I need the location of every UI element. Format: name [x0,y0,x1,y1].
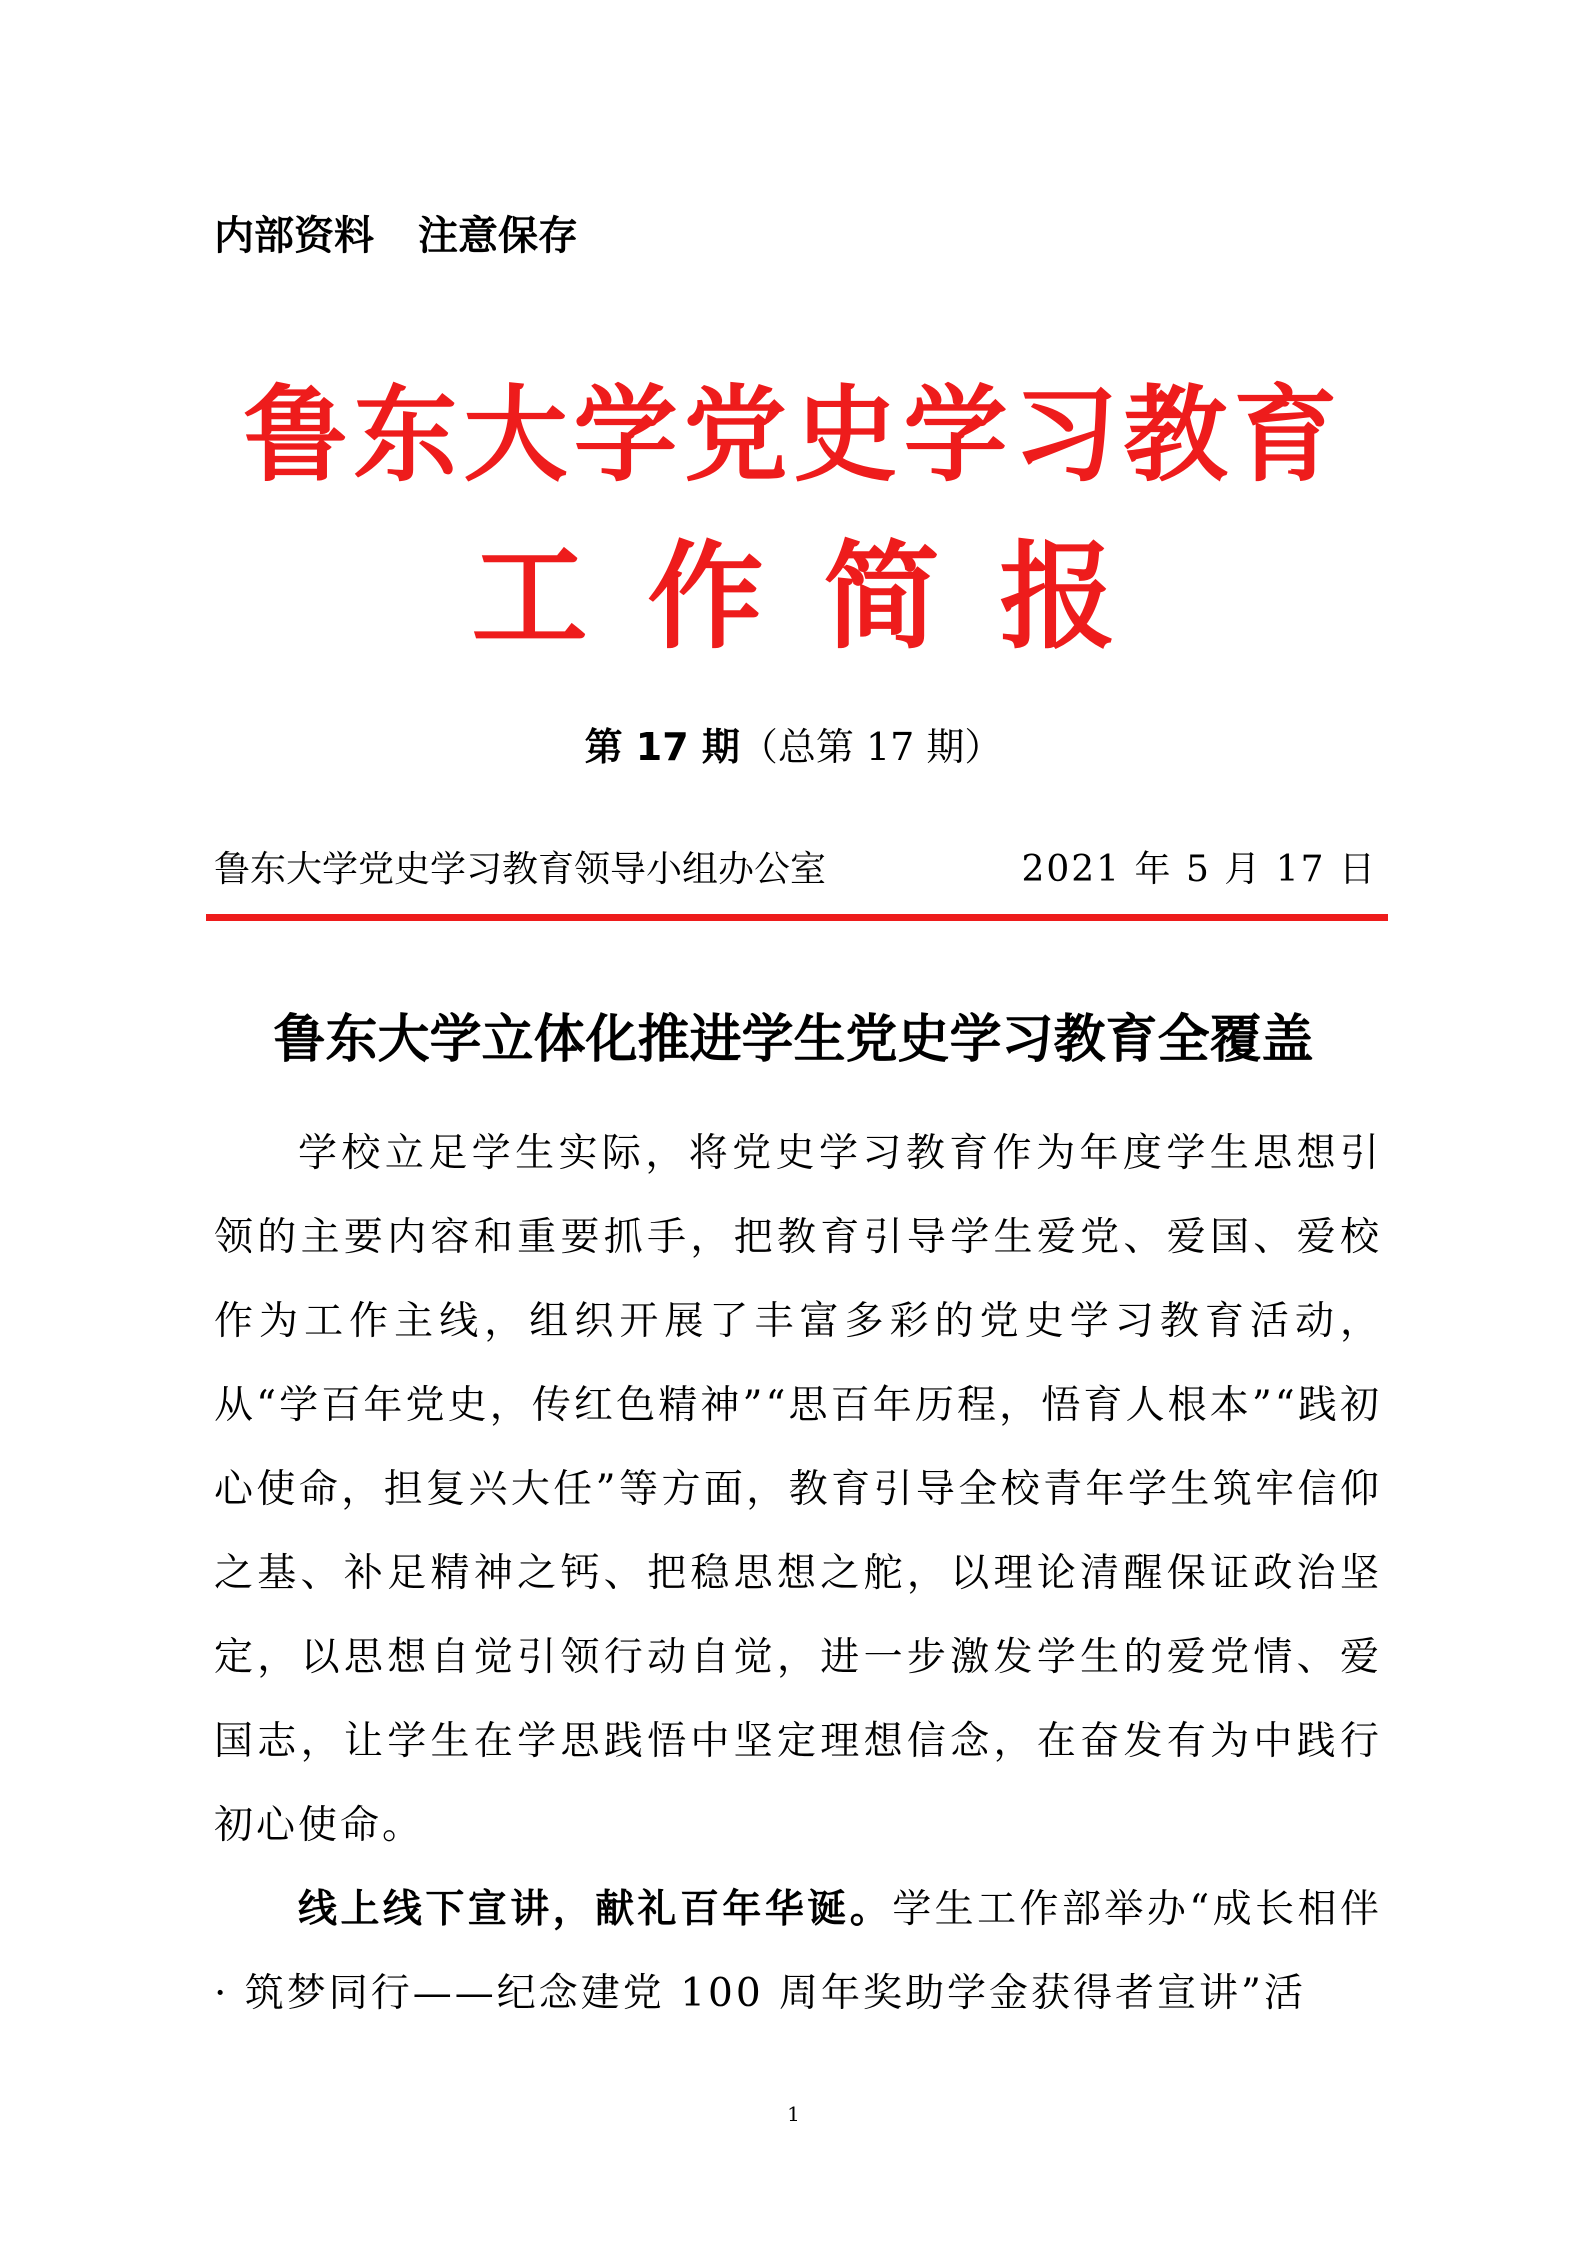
paragraph-1: 学校立足学生实际，将党史学习教育作为年度学生思想引领的主要内容和重要抓手，把教育引导学生爱党、爱国、爱校作为工作主线，组织开展了丰富多彩的党史学习教育活动，从“学百年党史，传红色精神”“思百年历程，悟育人根本”“践初心使命，担复兴大任”等方面，教育引导全校青年学生筑牢信仰之基、补足精神之钙、把稳思想之舵，以理论清醒保证政治坚定，以思想自觉引领行动自觉，进一步激发学生的爱党情、爱国志，让学生在学思践悟中坚定理想信念，在奋发有为中践行初心使命。 [214,1131,1382,1848]
issue-total: （总第 17 期） [739,725,1003,769]
publication-date: 2021 年 5 月 17 日 [1021,849,1377,890]
issue-main: 第 17 期 [584,725,740,769]
confidential-notice [214,208,578,264]
masthead-title: 鲁东大学党史学习教育 [243,374,1344,496]
paragraph-2-lead: 线上线下宣讲，献礼百年华诞。 [298,1887,893,1932]
article-title: 鲁东大学立体化推进学生党史学习教育全覆盖 [273,1009,1314,1070]
red-divider [206,914,1388,921]
issue-number [0,720,1587,774]
masthead-subtitle: 工作简报 [471,530,1176,665]
confidential-label: 内部资料 [214,213,374,259]
paragraph-2 [214,1868,1382,2036]
article-body [214,1112,1382,2036]
save-notice-label: 注意保存 [418,213,578,259]
publisher-office: 鲁东大学党史学习教育领导小组办公室 [214,849,827,890]
paragraph-2-text: 学生工作部举办“成长相伴 · 筑梦同行——纪念建党 100 周年奖助学金获得者宣讲”活 [214,1887,1382,2016]
page-number: 1 [787,2102,800,2126]
